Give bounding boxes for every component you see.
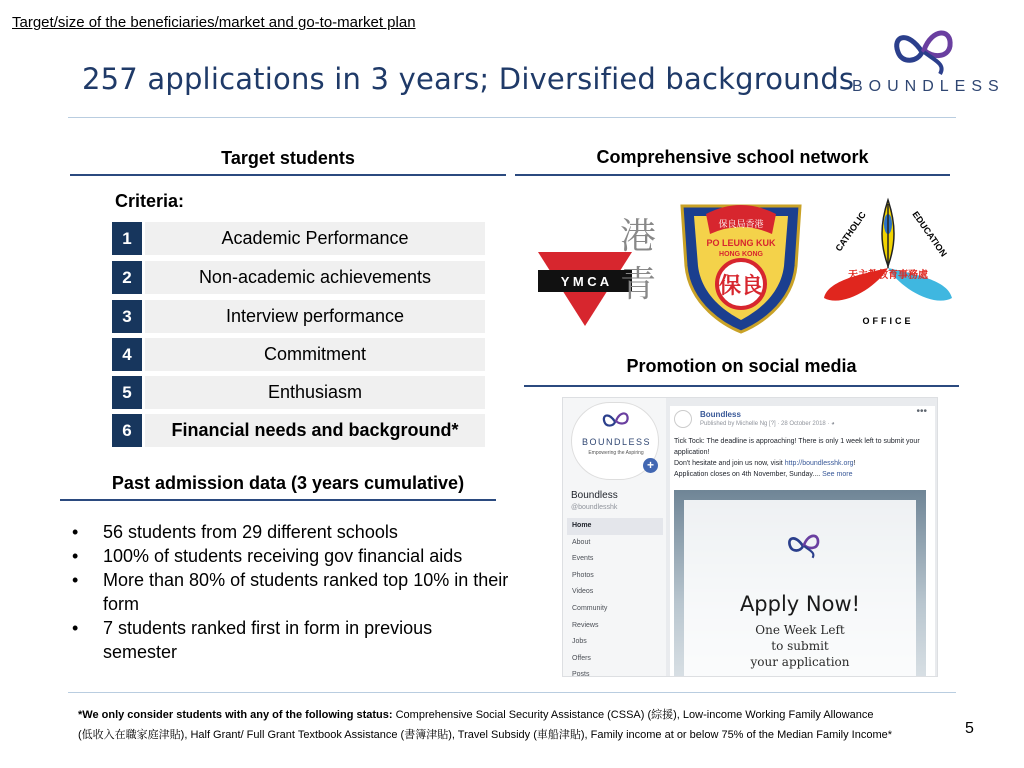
catholic-education-office-logo-icon — [818, 194, 958, 330]
avatar-tagline: Empowering the Aspiring — [588, 450, 644, 456]
slide-topnote: Target/size of the beneficiaries/market and go-to-market plan — [12, 14, 416, 31]
post-author-avatar — [674, 410, 692, 428]
criteria-row — [112, 338, 485, 371]
more-options-icon[interactable]: ••• — [916, 406, 927, 417]
school-network-heading: Comprehensive school network — [596, 147, 869, 167]
post-link[interactable]: http://boundlesshk.org — [784, 460, 854, 467]
criteria-number: 3 — [112, 300, 142, 333]
criteria-number: 6 — [112, 414, 142, 447]
facebook-nav-item[interactable]: Reviews — [572, 621, 599, 629]
facebook-sidebar — [563, 398, 666, 677]
criteria-label-text: Academic Performance — [145, 222, 485, 255]
see-more-link[interactable]: See more — [822, 471, 853, 478]
globe-icon: ◕ — [831, 421, 835, 427]
criteria-number: 5 — [112, 376, 142, 409]
criteria-label-text: Enthusiasm — [145, 376, 485, 409]
facebook-page-nav — [567, 518, 663, 677]
page-number: 5 — [965, 720, 974, 737]
target-students-heading: Target students — [221, 148, 355, 168]
avatar-wordmark: BOUNDLESS — [582, 437, 652, 447]
ymca-text: Y M C A — [560, 274, 610, 289]
footer-divider — [68, 692, 956, 693]
catholic-chinese-name: 天主教教育事務處 — [848, 270, 928, 281]
admission-bullet: • 56 students from 29 different schools — [70, 520, 510, 544]
plk-english-name: PO LEUNG KUK — [706, 238, 776, 248]
criteria-number: 2 — [112, 261, 142, 294]
criteria-row — [112, 222, 485, 255]
criteria-label-text: Non-academic achievements — [145, 261, 485, 294]
target-students-rule — [70, 174, 506, 176]
plk-english-city: HONG KONG — [719, 251, 763, 258]
boundless-avatar-logo-icon — [600, 407, 632, 435]
facebook-nav-item[interactable]: Home — [567, 518, 663, 535]
criteria-label: Criteria: — [115, 191, 185, 211]
facebook-screenshot — [562, 397, 938, 677]
post-line: Don't hesitate and join us now, visit http://boundlesshk.org! — [674, 460, 856, 467]
facebook-nav-item[interactable]: About — [572, 538, 591, 546]
criteria-number: 4 — [112, 338, 142, 371]
po-leung-kuk-logo-icon — [676, 196, 806, 334]
facebook-nav-item[interactable]: Posts — [572, 671, 590, 677]
facebook-post — [670, 406, 935, 677]
facebook-nav-item[interactable]: Community — [572, 604, 608, 612]
criteria-row — [112, 414, 485, 447]
admission-data-heading: Past admission data (3 years cumulative) — [111, 473, 465, 493]
social-media-heading: Promotion on social media — [626, 356, 857, 376]
post-image[interactable] — [674, 490, 926, 677]
criteria-number: 1 — [112, 222, 142, 255]
criteria-row — [112, 261, 485, 294]
ymca-chinese-top: 港 — [619, 216, 657, 257]
post-image-subtitle: One Week Left to submit your application — [750, 623, 850, 669]
admission-bullet: • 7 students ranked first in form in previous semester — [70, 616, 510, 664]
post-line: Application closes on 4th November, Sunday.... See more — [674, 471, 853, 478]
criteria-row — [112, 300, 485, 333]
catholic-left-word: CATHOLIC — [833, 209, 868, 254]
facebook-handle: @boundlesshk — [571, 504, 618, 511]
post-image-card — [684, 500, 916, 676]
criteria-label-text: Financial needs and background* — [145, 414, 485, 447]
criteria-label-text: Commitment — [145, 338, 485, 371]
facebook-nav-item[interactable]: Offers — [572, 654, 591, 662]
post-line: Tick Tock: The deadline is approaching! There is only 1 week left to submit your application! — [674, 438, 920, 456]
slide-title: 257 applications in 3 years; Diversified backgrounds — [82, 62, 855, 96]
boundless-post-logo-icon — [784, 530, 824, 560]
plus-icon[interactable]: + — [643, 458, 658, 473]
admission-data-rule — [60, 499, 496, 501]
plk-chinese-banner: 保良局香港 — [718, 220, 764, 230]
post-image-title: Apply Now! — [739, 592, 861, 616]
admission-bullet: • 100% of students receiving gov financial aids — [70, 544, 510, 568]
facebook-nav-item[interactable]: Jobs — [572, 638, 587, 646]
ymca-chinese-bottom: 青 — [619, 264, 657, 305]
facebook-nav-item[interactable]: Events — [572, 555, 594, 563]
criteria-row — [112, 376, 485, 409]
catholic-bottom-word: OFFICE — [862, 316, 914, 326]
admission-bullets — [70, 520, 510, 664]
facebook-nav-item[interactable]: Videos — [572, 588, 594, 596]
facebook-page-name: Boundless — [571, 490, 618, 501]
post-body — [674, 436, 929, 480]
catholic-right-word: EDUCATION — [910, 209, 949, 259]
post-meta: Published by Michelle Ng [?] · 28 October 2018 · ◕ — [700, 421, 835, 427]
boundless-logo-icon — [888, 22, 960, 78]
post-author-name[interactable]: Boundless — [700, 410, 741, 419]
footnote: *We only consider students with any of the following status: Comprehensive Social Security Assistance (CSSA) (綜援), Low-income Working Family Allowance (低收入在職家庭津貼), Half Grant/ Full Grant Textbook Assistance (書簿津貼), Travel Subsidy (車船津貼), Family income at or below 75% of the Median Family Income* — [78, 709, 893, 741]
ymca-logo-icon — [534, 196, 664, 326]
school-network-rule — [515, 174, 950, 176]
facebook-nav-item[interactable]: Photos — [572, 571, 594, 579]
social-media-rule — [524, 385, 959, 387]
brand-wordmark: BOUNDLESS — [852, 78, 1005, 95]
criteria-label-text: Interview performance — [145, 300, 485, 333]
plk-emblem-text: 保良 — [718, 274, 764, 299]
title-divider — [68, 117, 956, 118]
admission-bullet: • More than 80% of students ranked top 10% in their form — [70, 568, 510, 616]
